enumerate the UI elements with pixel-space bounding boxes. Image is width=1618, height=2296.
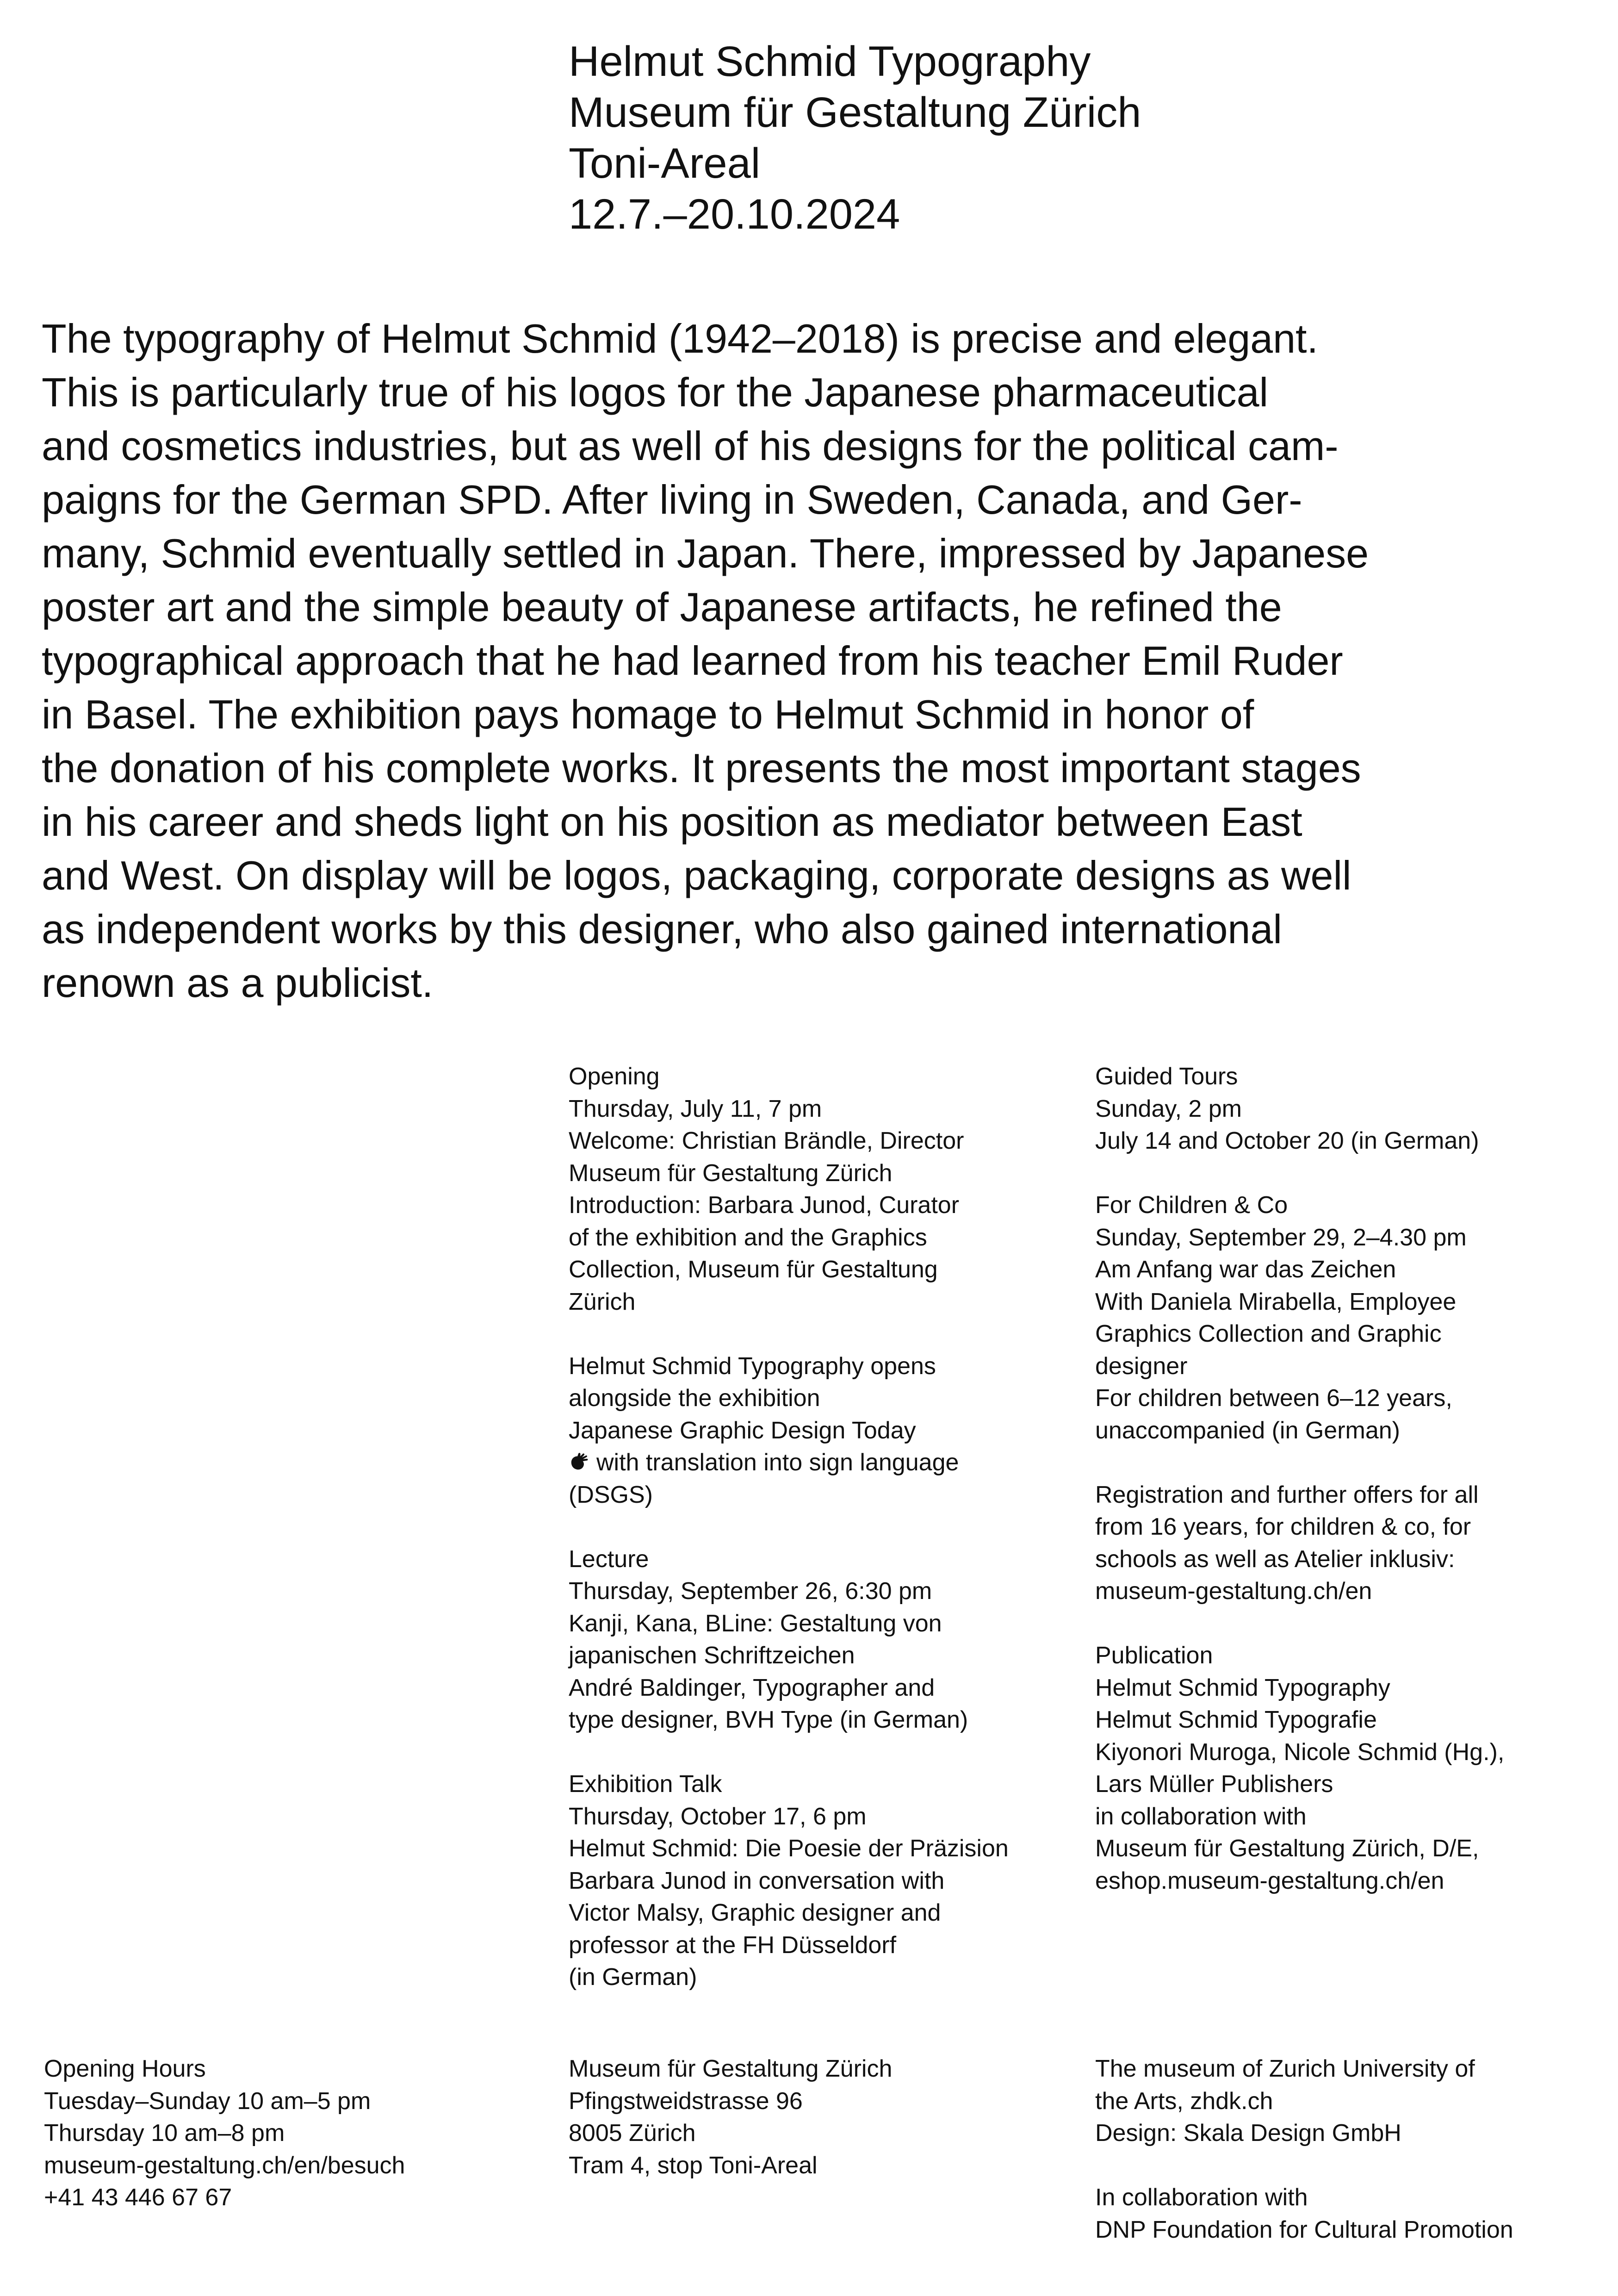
museum-name: Museum für Gestaltung Zürich bbox=[569, 89, 1141, 136]
lecture-block bbox=[569, 1543, 1068, 1736]
intro-line: This is particularly true of his logos for the Japanese pharmaceutical bbox=[42, 369, 1269, 415]
children-line: Sunday, September 29, 2–4.30 pm bbox=[1095, 1224, 1467, 1251]
museum-address bbox=[569, 2053, 1078, 2182]
exhibition-dates: 12.7.–20.10.2024 bbox=[569, 191, 900, 238]
intro-line: The typography of Helmut Schmid (1942–2018) is precise and elegant. bbox=[42, 316, 1318, 361]
credits-line: The museum of Zurich University of bbox=[1095, 2055, 1475, 2082]
opening-line: Welcome: Christian Brändle, Director bbox=[569, 1127, 964, 1154]
opening-line: Museum für Gestaltung Zürich bbox=[569, 1159, 893, 1187]
children-line: For children between 6–12 years, bbox=[1095, 1385, 1452, 1412]
alongside-line: Helmut Schmid Typography opens bbox=[569, 1352, 936, 1380]
talk-line: (in German) bbox=[569, 1964, 697, 1991]
hours-line: Thursday 10 am–8 pm bbox=[44, 2120, 285, 2147]
tours-line: Sunday, 2 pm bbox=[1095, 1095, 1242, 1122]
children-line: Am Anfang war das Zeichen bbox=[1095, 1256, 1396, 1283]
talk-line: Barbara Junod in conversation with bbox=[569, 1867, 945, 1894]
intro-line: as independent works by this designer, who also gained international bbox=[42, 906, 1282, 952]
children-line: With Daniela Mirabella, Employee bbox=[1095, 1288, 1457, 1315]
lecture-line: André Baldinger, Typographer and bbox=[569, 1674, 935, 1701]
lecture-line: type designer, BVH Type (in German) bbox=[569, 1706, 968, 1733]
publication-line: Lars Müller Publishers bbox=[1095, 1771, 1333, 1798]
credits-line: the Arts, zhdk.ch bbox=[1095, 2087, 1273, 2115]
intro-line: poster art and the simple beauty of Japanese artifacts, he refined the bbox=[42, 584, 1282, 630]
alongside-line: Japanese Graphic Design Today bbox=[569, 1417, 916, 1444]
lecture-heading: Lecture bbox=[569, 1545, 649, 1573]
opening-line: Collection, Museum für Gestaltung bbox=[569, 1256, 938, 1283]
events-column-left bbox=[569, 1061, 1068, 1994]
publication-heading: Publication bbox=[1095, 1642, 1213, 1669]
registration-block bbox=[1095, 1479, 1595, 1608]
publication-line: Helmut Schmid Typography bbox=[1095, 1674, 1390, 1701]
talk-line: Helmut Schmid: Die Poesie der Präzision bbox=[569, 1835, 1009, 1862]
talk-line: Victor Malsy, Graphic designer and bbox=[569, 1899, 941, 1926]
registration-line: from 16 years, for children & co, for bbox=[1095, 1513, 1471, 1540]
lecture-date: Thursday, September 26, 6:30 pm bbox=[569, 1578, 932, 1605]
intro-line: in Basel. The exhibition pays homage to Helmut Schmid in honor of bbox=[42, 691, 1254, 737]
opening-hours bbox=[44, 2053, 553, 2214]
lecture-line: japanischen Schriftzeichen bbox=[569, 1642, 855, 1669]
sign-language-abbr: (DSGS) bbox=[569, 1481, 653, 1508]
children-line: Graphics Collection and Graphic bbox=[1095, 1320, 1442, 1347]
tours-line: July 14 and October 20 (in German) bbox=[1095, 1127, 1479, 1154]
visit-link[interactable]: museum-gestaltung.ch/en/besuch bbox=[44, 2152, 405, 2179]
events-column-right bbox=[1095, 1061, 1595, 1897]
opening-line: Introduction: Barbara Junod, Curator bbox=[569, 1192, 960, 1219]
opening-line: Zürich bbox=[569, 1288, 636, 1315]
intro-line: the donation of his complete works. It presents the most important stages bbox=[42, 745, 1361, 791]
spacer bbox=[1095, 2150, 1604, 2182]
venue-name: Toni-Areal bbox=[569, 140, 761, 187]
sign-language-line bbox=[569, 1447, 1068, 1479]
exhibition-title: Helmut Schmid Typography bbox=[569, 38, 1091, 85]
intro-line: and West. On display will be logos, packaging, corporate designs as well bbox=[42, 852, 1351, 898]
registration-line: schools as well as Atelier inklusiv: bbox=[1095, 1545, 1455, 1573]
opening-heading: Opening bbox=[569, 1063, 660, 1090]
intro-line: and cosmetics industries, but as well of his designs for the political cam- bbox=[42, 423, 1339, 469]
intro-line: in his career and sheds light on his position as mediator between East bbox=[42, 799, 1302, 845]
opening-line: of the exhibition and the Graphics bbox=[569, 1224, 927, 1251]
children-line: unaccompanied (in German) bbox=[1095, 1417, 1400, 1444]
intro-line: typographical approach that he had learned from his teacher Emil Ruder bbox=[42, 638, 1343, 684]
registration-link[interactable]: museum-gestaltung.ch/en bbox=[1095, 1578, 1372, 1605]
address-line: Tram 4, stop Toni-Areal bbox=[569, 2152, 818, 2179]
address-line: Museum für Gestaltung Zürich bbox=[569, 2055, 893, 2082]
children-heading: For Children & Co bbox=[1095, 1192, 1288, 1219]
lecture-line: Kanji, Kana, BLine: Gestaltung von bbox=[569, 1610, 942, 1637]
children-block bbox=[1095, 1189, 1595, 1447]
eshop-link[interactable]: eshop.museum-gestaltung.ch/en bbox=[1095, 1867, 1444, 1894]
address-line: 8005 Zürich bbox=[569, 2120, 696, 2147]
publication-line: Museum für Gestaltung Zürich, D/E, bbox=[1095, 1835, 1479, 1862]
address-line: Pfingstweidstrasse 96 bbox=[569, 2087, 803, 2115]
sign-language-text: with translation into sign language bbox=[596, 1449, 959, 1476]
opens-alongside-block bbox=[569, 1350, 1068, 1512]
collab-line: DNP Foundation for Cultural Promotion bbox=[1095, 2216, 1513, 2243]
publication-line: Helmut Schmid Typografie bbox=[1095, 1706, 1377, 1733]
children-line: designer bbox=[1095, 1352, 1188, 1380]
talk-date: Thursday, October 17, 6 pm bbox=[569, 1803, 867, 1830]
exhibition-header bbox=[569, 36, 1494, 240]
phone-number[interactable]: +41 43 446 67 67 bbox=[44, 2184, 232, 2211]
publication-line: Kiyonori Muroga, Nicole Schmid (Hg.), bbox=[1095, 1738, 1505, 1766]
hours-heading: Opening Hours bbox=[44, 2055, 206, 2082]
talk-heading: Exhibition Talk bbox=[569, 1771, 722, 1798]
tours-heading: Guided Tours bbox=[1095, 1063, 1238, 1090]
alongside-line: alongside the exhibition bbox=[569, 1385, 820, 1412]
talk-line: professor at the FH Düsseldorf bbox=[569, 1931, 897, 1959]
opening-date: Thursday, July 11, 7 pm bbox=[569, 1095, 822, 1122]
credits-line: Design: Skala Design GmbH bbox=[1095, 2120, 1401, 2147]
intro-paragraph bbox=[42, 312, 1606, 1010]
credits bbox=[1095, 2053, 1604, 2246]
exhibition-talk-block bbox=[569, 1768, 1068, 1994]
intro-line: paigns for the German SPD. After living in Sweden, Canada, and Ger- bbox=[42, 477, 1302, 523]
opening-block bbox=[569, 1061, 1068, 1318]
intro-line: renown as a publicist. bbox=[42, 960, 434, 1006]
intro-line: many, Schmid eventually settled in Japan. There, impressed by Japanese bbox=[42, 530, 1369, 576]
hours-line: Tuesday–Sunday 10 am–5 pm bbox=[44, 2087, 371, 2115]
collab-line: In collaboration with bbox=[1095, 2184, 1308, 2211]
hand-sign-icon bbox=[569, 1451, 590, 1472]
guided-tours-block bbox=[1095, 1061, 1595, 1157]
registration-line: Registration and further offers for all bbox=[1095, 1481, 1479, 1508]
publication-block bbox=[1095, 1640, 1595, 1897]
publication-line: in collaboration with bbox=[1095, 1803, 1307, 1830]
